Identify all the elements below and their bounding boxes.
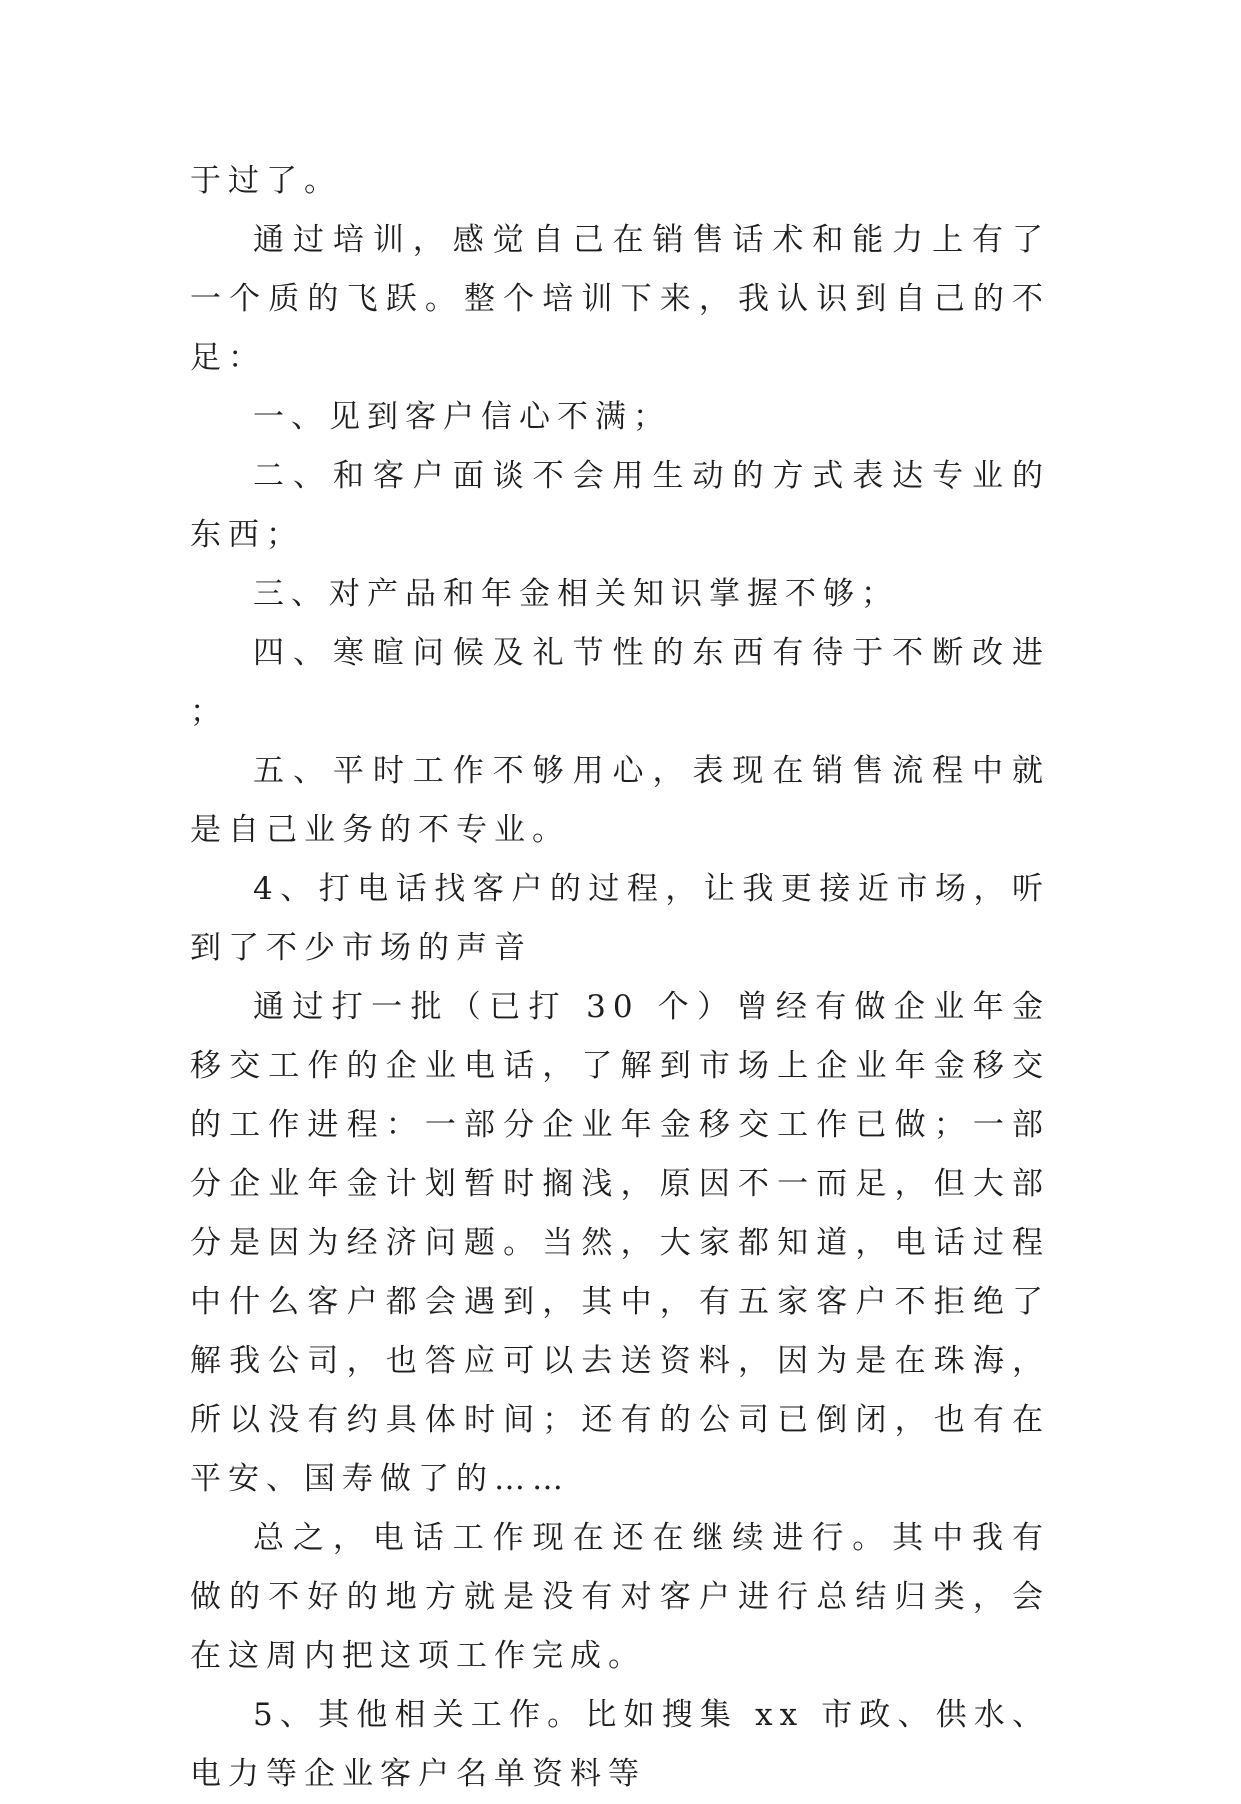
document-body — [190, 152, 1050, 1804]
list-item-shortcoming-3: 三、对产品和年金相关知识掌握不够； — [253, 576, 899, 612]
section-heading-4: 4、打电话找客户的过程，让我更接近市场，听到了不少市场的声音 — [190, 871, 1050, 966]
list-item-shortcoming-5: 五、平时工作不够用心，表现在销售流程中就是自己业务的不专业。 — [190, 753, 1050, 848]
list-item-shortcoming-4: 四、寒暄问候及礼节性的东西有待于不断改进； — [190, 635, 1050, 730]
list-item-shortcoming-1: 一、见到客户信心不满； — [253, 399, 671, 435]
paragraph-continuation: 于过了。 — [190, 163, 342, 199]
list-item-shortcoming-2: 二、和客户面谈不会用生动的方式表达专业的东西； — [190, 458, 1050, 553]
paragraph-conclusion: 总之，电话工作现在还在继续进行。其中我有做的不好的地方就是没有对客户进行总结归类，会在这周内把这项工作完成。 — [190, 1520, 1050, 1674]
paragraph-training-summary: 通过培训，感觉自己在销售话术和能力上有了一个质的飞跃。整个培训下来，我认识到自己的不足： — [190, 222, 1050, 376]
paragraph-phone-calls: 通过打一批（已打 30 个）曾经有做企业年金移交工作的企业电话，了解到市场上企业年金移交的工作进程：一部分企业年金移交工作已做；一部分企业年金计划暂时搁浅，原因不一而足，但大部分是因为经济问题。当然，大家都知道，电话过程中什么客户都会遇到，其中，有五家客户不拒绝了解我公司，也答应可以去送资料，因为是在珠海，所以没有约具体时间；还有的公司已倒闭，也有在平安、国寿做了的…… — [190, 989, 1050, 1497]
section-heading-5: 5、其他相关工作。比如搜集 xx 市政、供水、电力等企业客户名单资料等 — [190, 1697, 1050, 1792]
